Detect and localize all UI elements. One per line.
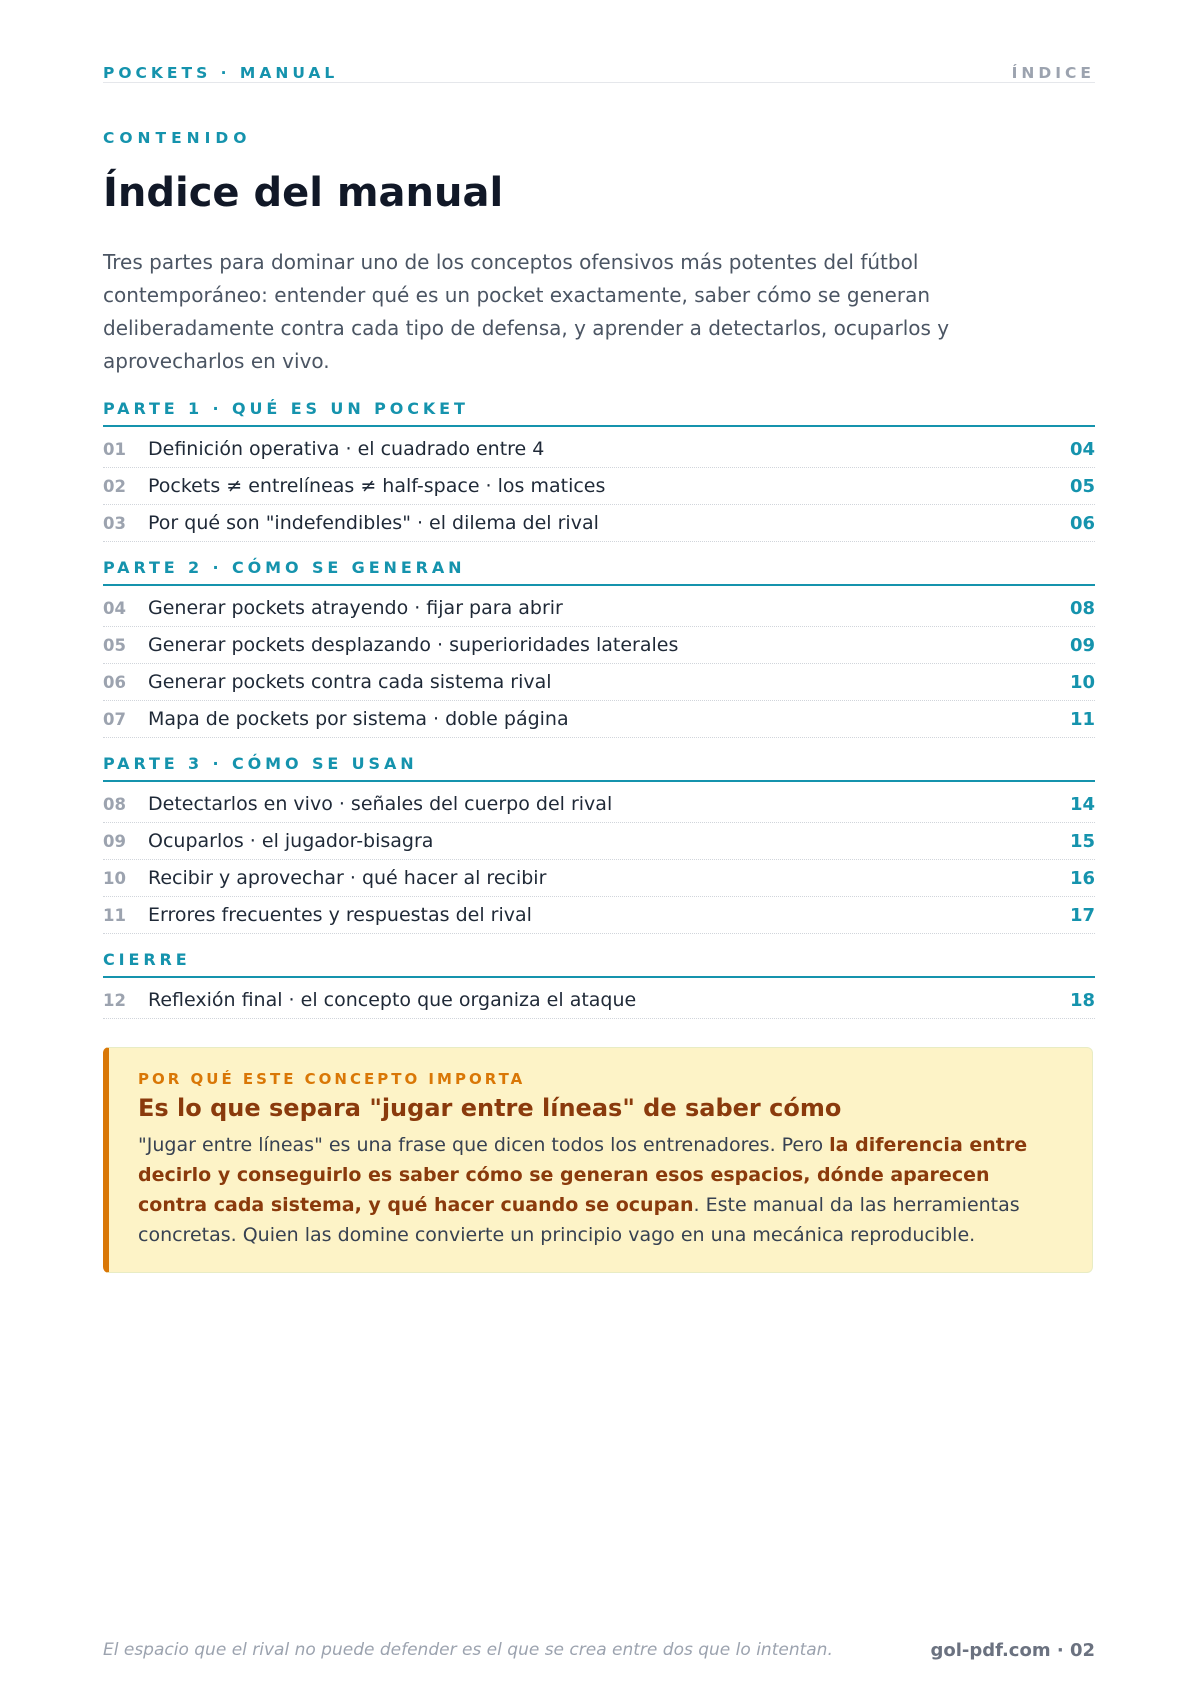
entry-page: 15 xyxy=(1069,831,1095,852)
entry-number: 08 xyxy=(103,795,126,814)
entry-number: 04 xyxy=(103,599,126,618)
entry-title: Generar pockets atrayendo · fijar para abrir xyxy=(148,597,563,619)
entry-title: Pockets ≠ entrelíneas ≠ half-space · los matices xyxy=(148,475,606,497)
entry-page: 18 xyxy=(1069,990,1095,1011)
section-title: PARTE 3 · CÓMO SE USAN xyxy=(103,752,1095,782)
table-of-contents xyxy=(103,397,1095,1033)
entry-title: Generar pockets contra cada sistema rival xyxy=(148,671,552,693)
entry-title: Ocuparlos · el jugador-bisagra xyxy=(148,830,434,852)
entry-title: Por qué son "indefendibles" · el dilema del rival xyxy=(148,512,599,534)
toc-entry[interactable] xyxy=(103,786,1095,823)
toc-section-parte-1 xyxy=(103,397,1095,542)
entry-number: 01 xyxy=(103,440,126,459)
entry-number: 03 xyxy=(103,514,126,533)
callout-body xyxy=(138,1130,1058,1250)
entry-title: Mapa de pockets por sistema · doble página xyxy=(148,708,569,730)
importance-callout xyxy=(103,1047,1093,1273)
running-header xyxy=(103,62,1095,83)
entry-number: 10 xyxy=(103,869,126,888)
entry-title: Definición operativa · el cuadrado entre 4 xyxy=(148,438,545,460)
entry-page: 09 xyxy=(1069,635,1095,656)
section-title: PARTE 2 · CÓMO SE GENERAN xyxy=(103,556,1095,586)
header-section-name: ÍNDICE xyxy=(1011,64,1095,82)
callout-body-start: "Jugar entre líneas" es una frase que dicen todos los entrenadores. Pero xyxy=(138,1134,830,1156)
header-manual-name: POCKETS · MANUAL xyxy=(103,64,339,82)
toc-entry[interactable] xyxy=(103,627,1095,664)
entry-number: 06 xyxy=(103,673,126,692)
entry-number: 11 xyxy=(103,906,126,925)
callout-kicker: POR QUÉ ESTE CONCEPTO IMPORTA xyxy=(138,1070,526,1088)
entry-number: 09 xyxy=(103,832,126,851)
toc-section-cierre xyxy=(103,948,1095,1019)
entry-page: 04 xyxy=(1069,439,1095,460)
entry-page: 17 xyxy=(1069,905,1095,926)
page-title: Índice del manual xyxy=(103,170,504,216)
toc-section-parte-2 xyxy=(103,556,1095,738)
toc-entry[interactable] xyxy=(103,897,1095,934)
toc-entry[interactable] xyxy=(103,823,1095,860)
entry-number: 12 xyxy=(103,991,126,1010)
entry-number: 05 xyxy=(103,636,126,655)
entry-page: 14 xyxy=(1069,794,1095,815)
toc-entry[interactable] xyxy=(103,664,1095,701)
entry-title: Generar pockets desplazando · superioridades laterales xyxy=(148,634,679,656)
entry-title: Errores frecuentes y respuestas del rival xyxy=(148,904,532,926)
toc-entry[interactable] xyxy=(103,590,1095,627)
entry-page: 16 xyxy=(1069,868,1095,889)
entry-page: 05 xyxy=(1069,476,1095,497)
footer-page-number[interactable]: gol-pdf.com · 02 xyxy=(930,1640,1095,1661)
content-kicker: CONTENIDO xyxy=(103,129,252,147)
toc-entry[interactable] xyxy=(103,431,1095,468)
callout-title: Es lo que separa "jugar entre líneas" de saber cómo xyxy=(138,1094,842,1122)
entry-page: 10 xyxy=(1069,672,1095,693)
toc-entry[interactable] xyxy=(103,860,1095,897)
entry-number: 07 xyxy=(103,710,126,729)
entry-title: Reflexión final · el concepto que organiza el ataque xyxy=(148,989,637,1011)
section-title: CIERRE xyxy=(103,948,1095,978)
toc-entry[interactable] xyxy=(103,701,1095,738)
entry-page: 11 xyxy=(1069,709,1095,730)
footer-quote: El espacio que el rival no puede defender es el que se crea entre dos que lo intentan. xyxy=(103,1640,833,1660)
entry-title: Recibir y aprovechar · qué hacer al recibir xyxy=(148,867,547,889)
callout-body-end: . Este manual da las herramientas concretas. Quien las domine convierte un principio vago en una mecánica reproducible. xyxy=(138,1194,1020,1246)
entry-number: 02 xyxy=(103,477,126,496)
section-title: PARTE 1 · QUÉ ES UN POCKET xyxy=(103,397,1095,427)
toc-section-parte-3 xyxy=(103,752,1095,934)
toc-entry[interactable] xyxy=(103,505,1095,542)
entry-page: 08 xyxy=(1069,598,1095,619)
manual-page xyxy=(103,0,1095,1685)
callout-body-highlight: la diferencia entre decirlo y conseguirlo es saber cómo se generan esos espacios, dónde aparecen contra cada sistema, y qué hacer cuando se ocupan xyxy=(138,1134,1028,1216)
entry-page: 06 xyxy=(1069,513,1095,534)
toc-entry[interactable] xyxy=(103,468,1095,505)
toc-entry[interactable] xyxy=(103,982,1095,1019)
intro-paragraph: Tres partes para dominar uno de los conceptos ofensivos más potentes del fútbol contemporáneo: entender qué es un pocket exactamente, saber cómo se generan deliberadamente contra cada tipo de defensa, y aprender a detectarlos, ocuparlos y aprovecharlos en vivo. xyxy=(103,250,950,373)
entry-title: Detectarlos en vivo · señales del cuerpo del rival xyxy=(148,793,613,815)
